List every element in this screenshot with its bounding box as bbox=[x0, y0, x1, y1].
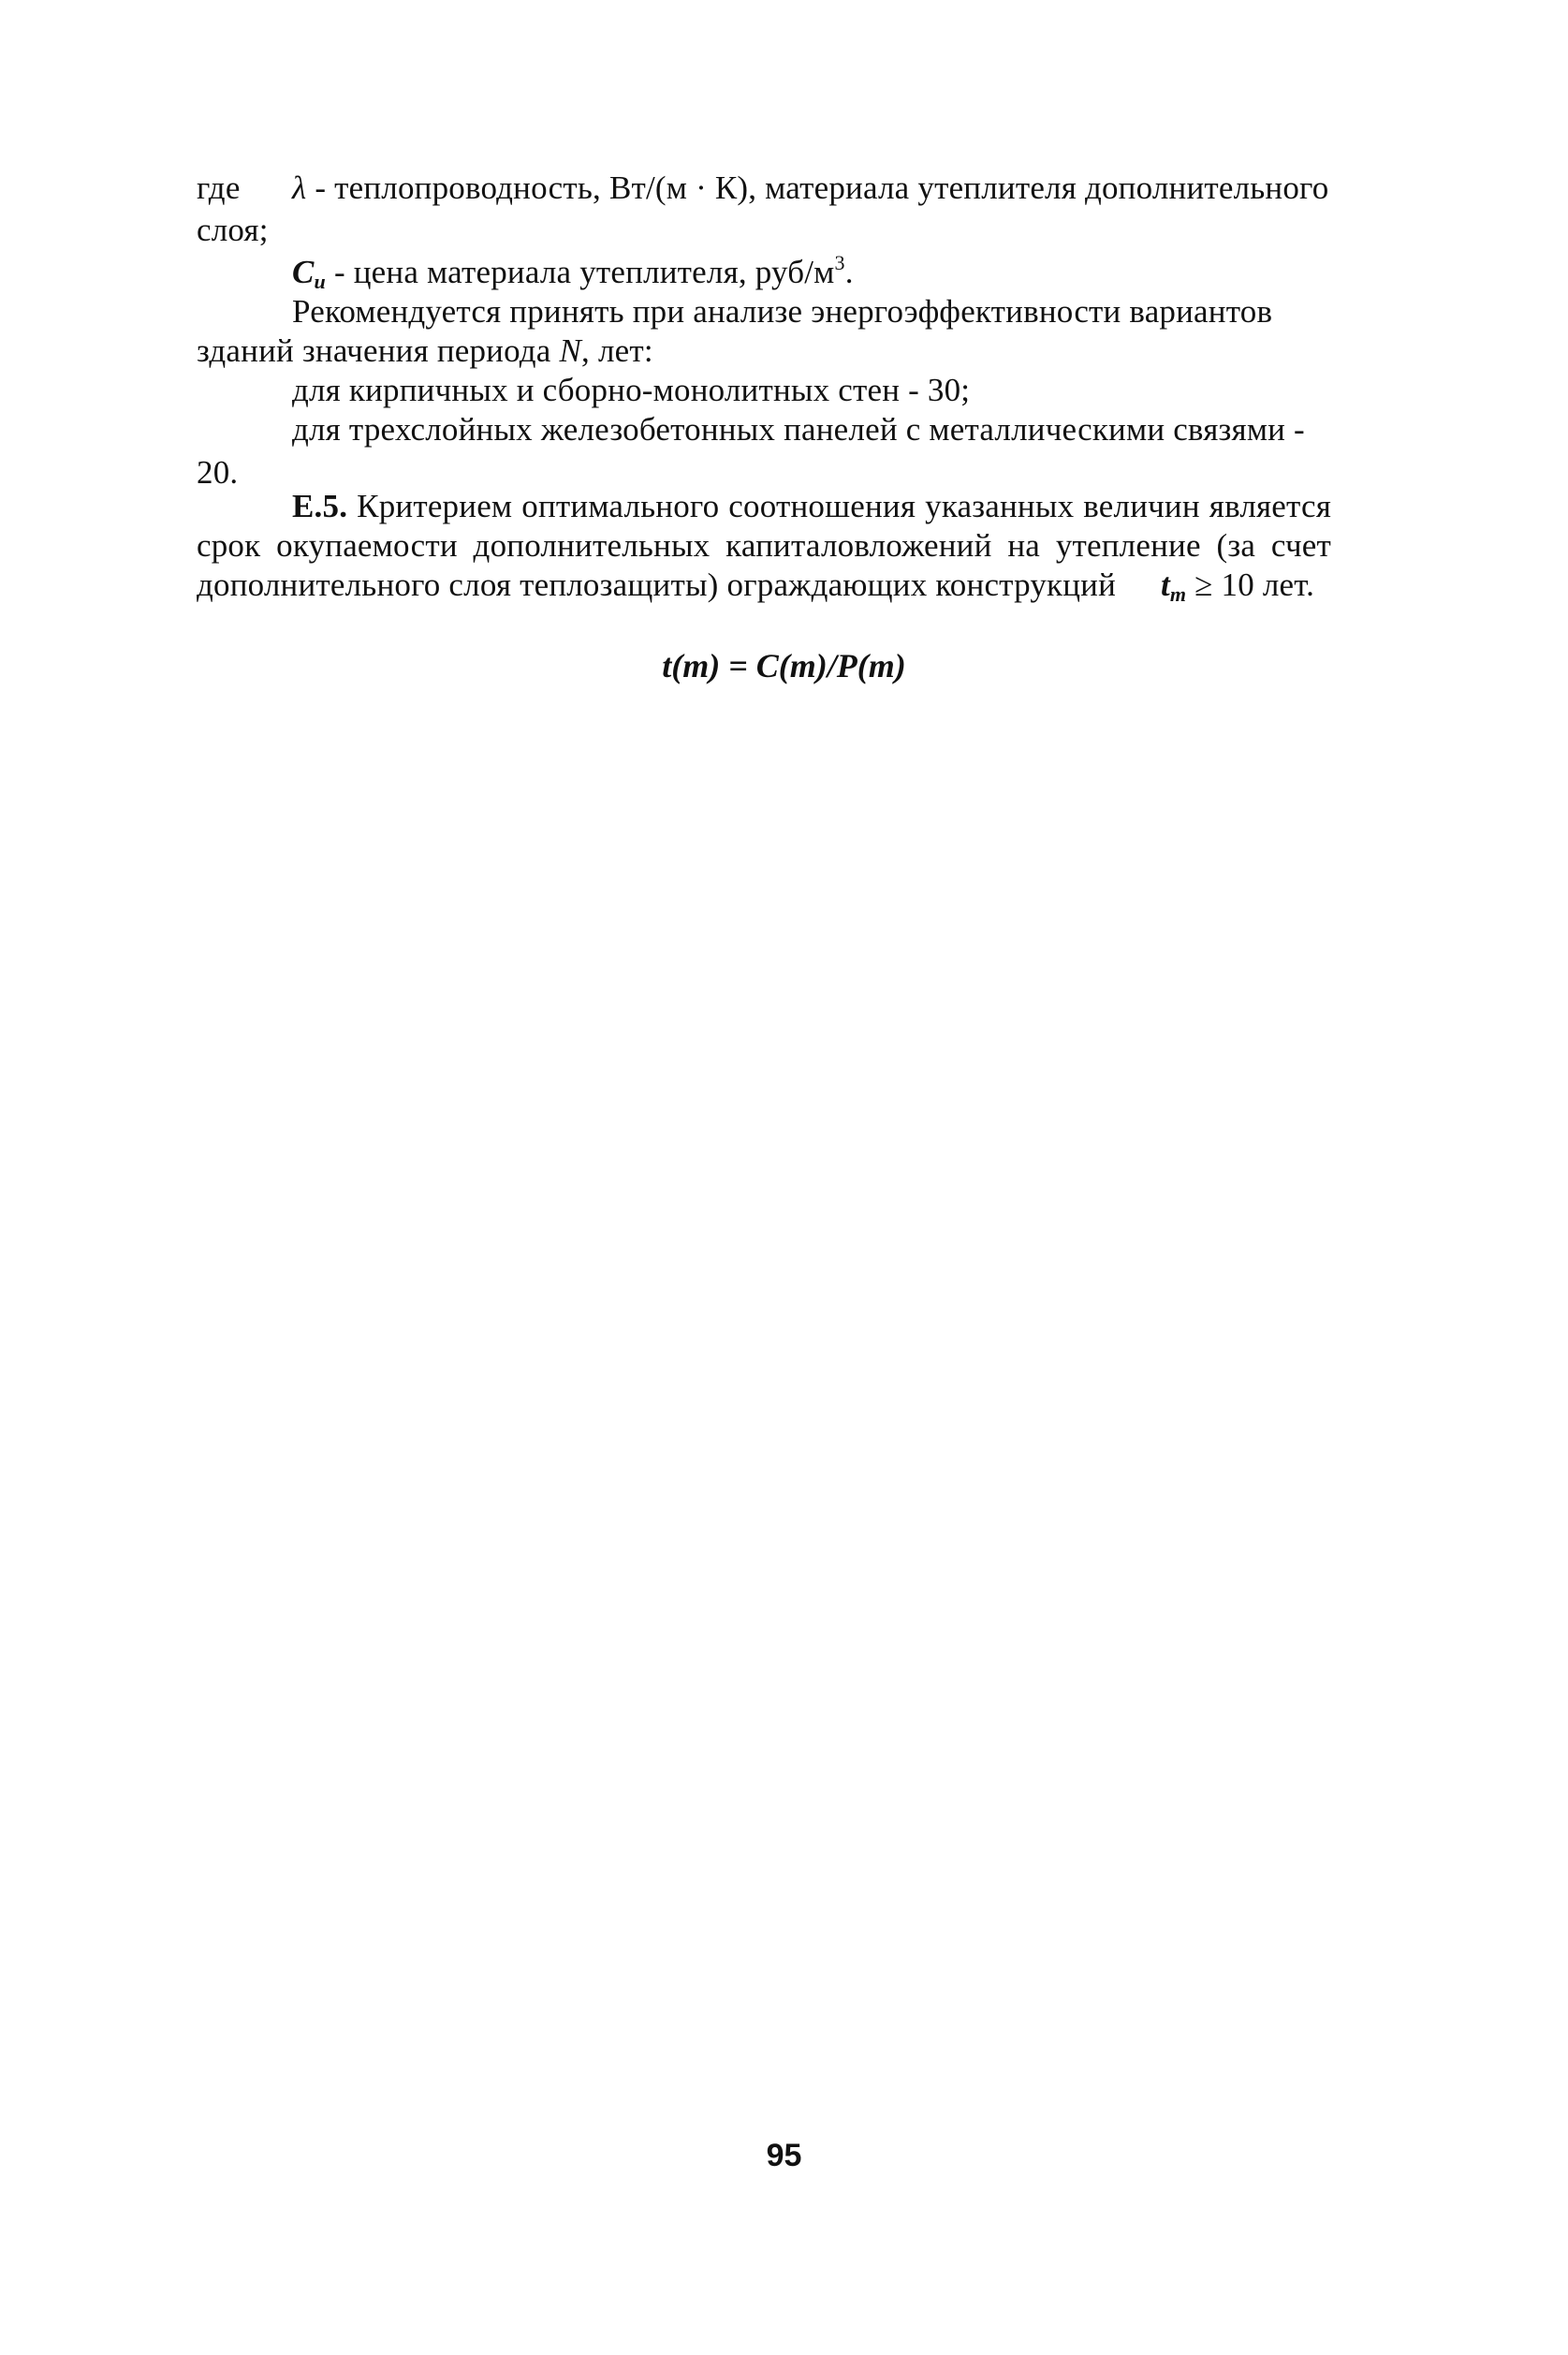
where-word: где bbox=[197, 169, 241, 206]
list-item-1: для кирпичных и сборно-монолитных стен - 30; bbox=[292, 372, 971, 408]
lambda-definition-line bbox=[197, 169, 241, 208]
lambda-symbol: λ bbox=[292, 169, 307, 206]
e5-line-3: дополнительного слоя теплозащиты) ограждающих конструкций $t_m \ge 10$ лет. bbox=[197, 567, 1315, 606]
e5-label: Е.5. bbox=[292, 488, 348, 524]
list-item-2: для трехслойных железобетонных панелей с металлическими связями - bbox=[292, 411, 1305, 448]
e5-line-2: срок окупаемости дополнительных капиталовложений на утепление (за счет bbox=[197, 527, 1331, 564]
lambda-continuation: слоя; bbox=[197, 212, 269, 248]
recommend-line-2: зданий значения периода N, лет: bbox=[197, 332, 653, 369]
tm-symbol: $t_m$ bbox=[1160, 567, 1187, 606]
payback-formula: t(m) = C(m)/P(m) bbox=[662, 647, 906, 684]
recommend-line-1: Рекомендуется принять при анализе энергоэффективности вариантов bbox=[292, 293, 1273, 330]
cu-symbol: $C_u$ bbox=[292, 254, 326, 293]
page-number: 95 bbox=[766, 2138, 802, 2173]
lambda-definition-text bbox=[292, 169, 1328, 208]
n-symbol: N bbox=[559, 332, 582, 369]
e5-line-1: Е.5. Критерием оптимального соотношения указанных величин является bbox=[292, 488, 1331, 524]
cu-text: - цена материала утеплителя, руб/$м^3$. bbox=[333, 251, 854, 290]
list-item-2-continuation: 20. bbox=[197, 454, 239, 491]
lambda-text: - теплопроводность, Вт/(м · К), материала утеплителя дополнительного bbox=[315, 169, 1329, 206]
cu-definition-line bbox=[292, 253, 854, 292]
